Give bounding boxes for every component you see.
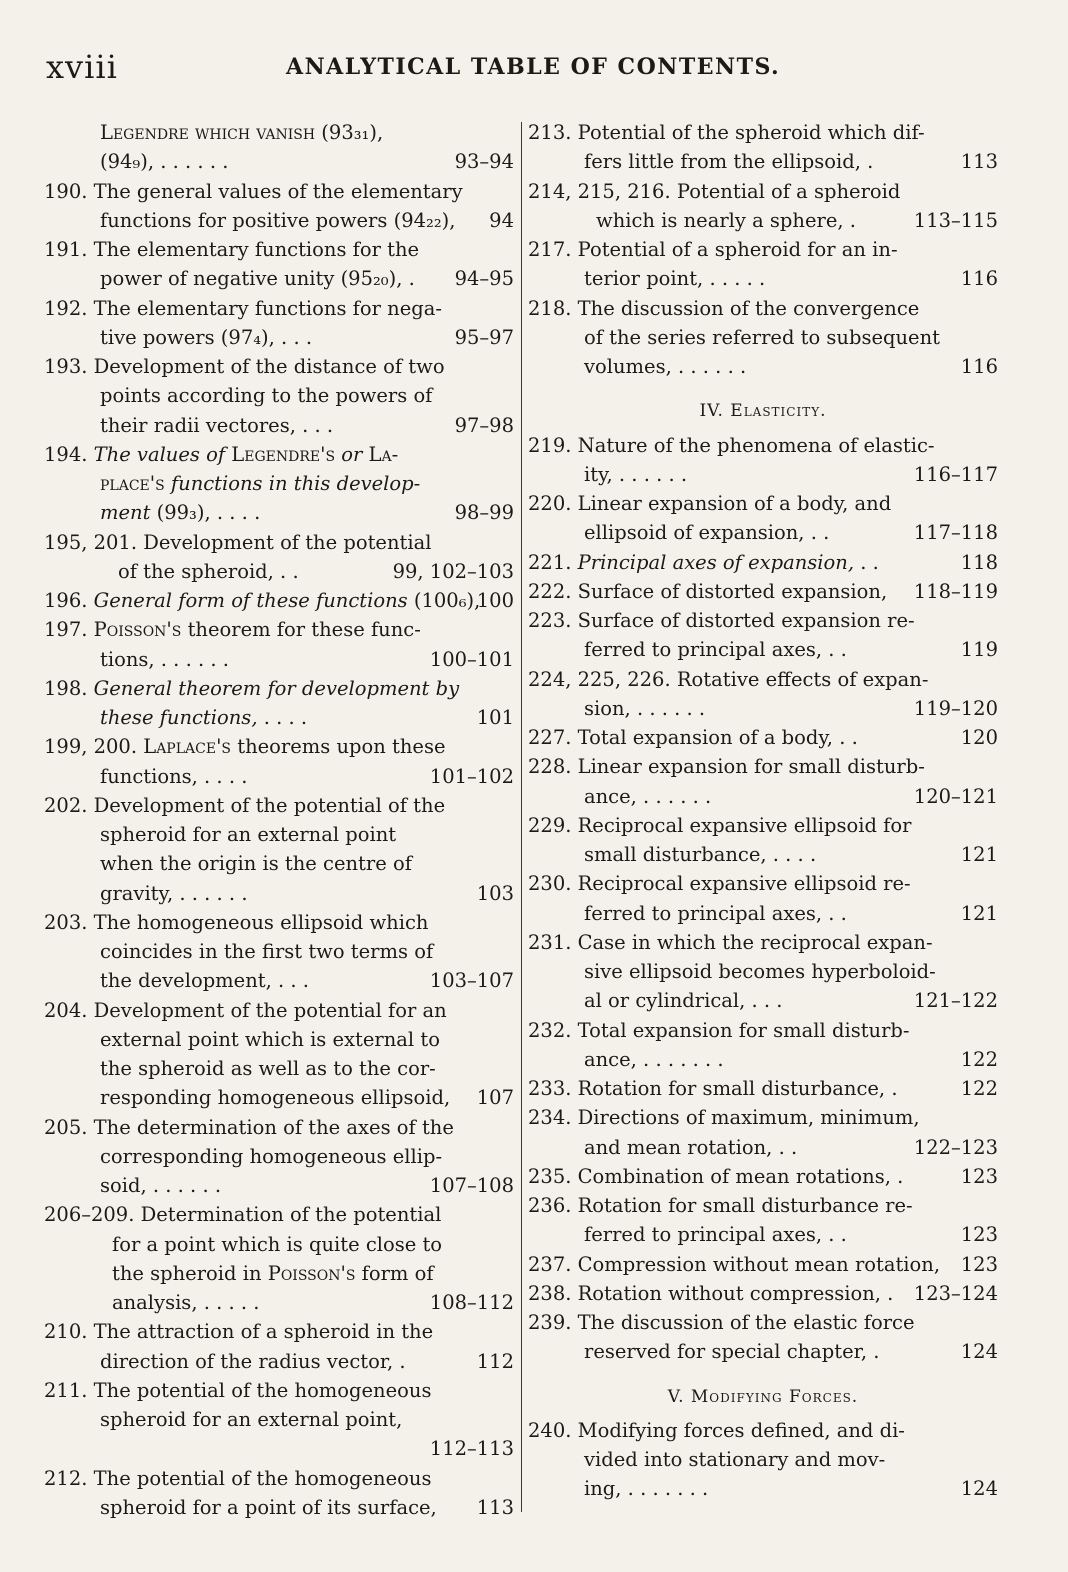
entry-number: 190. — [44, 179, 88, 203]
toc-entry-204: 204. Development of the potential for an external point which is external to the spheroid as well as to the cor- responding homogeneous ellipsoid, 107 — [44, 996, 514, 1113]
section-heading-modifying-forces: V. Modifying Forces. — [667, 1386, 859, 1407]
toc-entry-192: 192. The elementary functions for nega- tive powers (97₄), . . . 95–97 — [44, 294, 514, 353]
toc-entry-227: 227. Total expansion of a body, . . 120 — [528, 723, 998, 752]
toc-entry-198: 198. General theorem for development by these functions, . . . . 101 — [44, 674, 514, 733]
entry-number: 219. — [528, 433, 572, 457]
entry-number: 239. — [528, 1311, 572, 1334]
page-ref: 119 — [960, 638, 998, 662]
toc-entry-218: 218. The discussion of the convergence of the series referred to subsequent volumes, . . . . . . 116 — [528, 294, 998, 382]
toc-entry-202: 202. Development of the potential of the spheroid for an external point when the origin is the centre of gravity, . . . . . . 103 — [44, 791, 514, 908]
page-ref: 122–123 — [913, 1135, 998, 1159]
entry-number: 222. — [528, 579, 572, 603]
page-number: xviii — [46, 48, 118, 86]
page-ref: 103–107 — [429, 969, 514, 993]
page-ref: 121 — [960, 901, 998, 925]
toc-entry-228: 228. Linear expansion for small disturb- ance, . . . . . . 120–121 — [528, 752, 998, 811]
page-ref: 116 — [960, 267, 998, 291]
entry-number: 236. — [528, 1194, 572, 1217]
entry-number: 227. — [528, 726, 572, 749]
entry-number: 205. — [44, 1115, 88, 1139]
page-ref: 117–118 — [913, 521, 998, 545]
page-ref: 101 — [476, 706, 514, 729]
entry-number: 197. — [44, 618, 88, 642]
entry-number: 194. — [44, 442, 88, 466]
page-ref: 119–120 — [913, 696, 998, 720]
entry-number: 238. — [528, 1281, 572, 1305]
toc-entry-217: 217. Potential of a spheroid for an in- terior point, . . . . . 116 — [528, 235, 998, 294]
entry-number: 193. — [44, 355, 88, 378]
page-ref: 123–124 — [913, 1281, 998, 1305]
entry-text: (94₉), . . . . . . 93–94 — [44, 147, 514, 176]
toc-entry-211: 211. The potential of the homogeneous spheroid for an external point, 112–113 — [44, 1378, 514, 1461]
page-ref: 116 — [960, 355, 998, 378]
entry-number: 203. — [44, 910, 88, 934]
toc-entry-194: 194. The values of Legendre's or La- place's functions in this develop- ment (99₃), . . . . 98–99 — [44, 440, 514, 528]
page-ref: 118–119 — [913, 579, 998, 603]
toc-entry-222: 222. Surface of distorted expansion, 118–119 — [528, 577, 998, 606]
entry-number: 223. — [528, 609, 572, 632]
page-ref: 101–102 — [429, 764, 514, 788]
toc-entry-240: 240. Modifying forces defined, and di- vided into stationary and mov- ing, . . . . . . . 124 — [528, 1416, 998, 1504]
toc-entry-235: 235. Combination of mean rotations, . 123 — [528, 1162, 998, 1191]
page-ref: 98–99 — [454, 501, 514, 525]
section-heading-elasticity: IV. Elasticity. — [699, 401, 827, 422]
page-ref: 99, 102–103 — [392, 559, 514, 583]
entry-number: 228. — [528, 755, 572, 779]
entry-number: 202. — [44, 793, 88, 817]
toc-entry-236: 236. Rotation for small disturbance re- ferred to principal axes, . . 123 — [528, 1191, 998, 1250]
toc-entry-221: 221. Principal axes of expansion, . . 118 — [528, 548, 998, 577]
page-ref: 124 — [960, 1477, 998, 1501]
page-ref: 116–117 — [913, 462, 998, 486]
entry-number: 233. — [528, 1077, 572, 1100]
entry-number: 204. — [44, 998, 88, 1022]
left-column — [44, 118, 514, 1522]
toc-entry-223: 223. Surface of distorted expansion re- ferred to principal axes, . . 119 — [528, 606, 998, 665]
entry-number: 192. — [44, 296, 88, 320]
entry-number: 230. — [528, 872, 572, 896]
toc-entry-213: 213. Potential of the spheroid which dif- fers little from the ellipsoid, . 113 — [528, 118, 998, 177]
entry-number: 191. — [44, 238, 88, 261]
page-ref: 100–101 — [429, 647, 514, 671]
entry-number: 235. — [528, 1164, 572, 1188]
page-ref: 112 — [476, 1349, 514, 1373]
page-ref: 95–97 — [454, 325, 514, 349]
running-title: ANALYTICAL TABLE OF CONTENTS. — [286, 54, 781, 80]
page-ref: 112–113 — [429, 1437, 514, 1461]
toc-entry-190: 190. The general values of the elementary functions for positive powers (94₂₂), 94 — [44, 177, 514, 236]
page-ref: 118 — [960, 550, 998, 574]
entry-number: 206–209. — [44, 1203, 135, 1227]
toc-entry-191: 191. The elementary functions for the power of negative unity (95₂₀), . 94–95 — [44, 235, 514, 294]
right-column — [528, 118, 998, 1504]
toc-entry-206: 206–209. Determination of the potential for a point which is quite close to the spheroid in Poisson's form of analysis, . . . . . 108–112 — [44, 1200, 514, 1317]
page-ref: 113–115 — [913, 208, 998, 232]
toc-entry-193: 193. Development of the distance of two points according to the powers of their radii vectores, . . . 97–98 — [44, 352, 514, 440]
toc-entry-214: 214, 215, 216. Potential of a spheroid which is nearly a sphere, . 113–115 — [528, 177, 998, 236]
entry-number: 212. — [44, 1466, 88, 1490]
entry-number: 237. — [528, 1252, 572, 1276]
page-ref: 107 — [476, 1086, 514, 1110]
toc-entry-233: 233. Rotation for small disturbance, . 122 — [528, 1074, 998, 1103]
entry-number: 220. — [528, 492, 572, 515]
page-ref: 113 — [476, 1495, 514, 1519]
entry-number: 213. — [528, 121, 572, 144]
toc-entry-238: 238. Rotation without compression, . 123–124 — [528, 1279, 998, 1308]
toc-entry-231: 231. Case in which the reciprocal expan- sive ellipsoid becomes hyperboloid- al or cylindrical, . . . 121–122 — [528, 928, 998, 1016]
toc-entry-220: 220. Linear expansion of a body, and ellipsoid of expansion, . . 117–118 — [528, 489, 998, 548]
page-ref: 103 — [476, 881, 514, 905]
page-ref: 94 — [489, 208, 514, 232]
entry-number: 221. — [528, 550, 572, 574]
entry-number: 234. — [528, 1106, 572, 1130]
page-ref: 113 — [960, 150, 998, 174]
page-ref: 121 — [960, 843, 998, 866]
page-ref: 94–95 — [454, 267, 514, 291]
page-ref: 122 — [960, 1047, 998, 1071]
entry-number: 211. — [44, 1378, 88, 1402]
entry-text: Legendre which vanish (93₃₁), — [100, 121, 384, 144]
toc-entry-230: 230. Reciprocal expansive ellipsoid re- ferred to principal axes, . . 121 — [528, 869, 998, 928]
entry-number: 229. — [528, 813, 572, 837]
entry-number: 240. — [528, 1418, 572, 1442]
page-ref: 121–122 — [913, 989, 998, 1013]
page-ref: 120 — [960, 726, 998, 749]
page-ref: 107–108 — [429, 1174, 514, 1197]
toc-entry-237: 237. Compression without mean rotation, 123 — [528, 1250, 998, 1279]
toc-entry-224: 224, 225, 226. Rotative effects of expan- sion, . . . . . . 119–120 — [528, 665, 998, 724]
page-ref: 123 — [960, 1164, 998, 1188]
page-ref: 120–121 — [913, 784, 998, 808]
toc-entry-197: 197. Poisson's theorem for these func- tions, . . . . . . 100–101 — [44, 615, 514, 674]
page-ref: 100 — [476, 589, 514, 612]
page-header — [46, 48, 1026, 88]
page-ref: 123 — [960, 1252, 998, 1276]
entry-number: 196. — [44, 589, 88, 612]
toc-entry-219: 219. Nature of the phenomena of elastic- ity, . . . . . . 116–117 — [528, 431, 998, 490]
entry-number: 217. — [528, 238, 572, 261]
page-ref: 93–94 — [454, 150, 514, 174]
entry-number: 231. — [528, 930, 572, 954]
toc-entry-239: 239. The discussion of the elastic force reserved for special chapter, . 124 — [528, 1308, 998, 1367]
entry-number: 210. — [44, 1320, 88, 1344]
page-ref: 97–98 — [454, 413, 514, 437]
page-ref: 123 — [960, 1223, 998, 1247]
toc-entry-205: 205. The determination of the axes of the corresponding homogeneous ellip- soid, . . . . . . 107–108 — [44, 1113, 514, 1201]
entry-number: 224, 225, 226. — [528, 667, 671, 691]
toc-entry-212: 212. The potential of the homogeneous spheroid for a point of its surface, 113 — [44, 1464, 514, 1523]
toc-entry-195: 195, 201. Development of the potential of the spheroid, . . 99, 102–103 — [44, 528, 514, 587]
toc-entry-189 — [44, 118, 514, 177]
entry-number: 232. — [528, 1018, 572, 1042]
toc-entry-234: 234. Directions of maximum, minimum, and mean rotation, . . 122–123 — [528, 1103, 998, 1162]
entry-number: 195, 201. — [44, 530, 138, 554]
page-ref: 108–112 — [429, 1291, 514, 1314]
entry-number: 198. — [44, 676, 88, 700]
toc-entry-203: 203. The homogeneous ellipsoid which coincides in the first two terms of the development, . . . 103–107 — [44, 908, 514, 996]
column-divider — [521, 122, 522, 1512]
entry-number: 218. — [528, 296, 572, 320]
entry-number: 214, 215, 216. — [528, 179, 671, 203]
toc-entry-229: 229. Reciprocal expansive ellipsoid for small disturbance, . . . . 121 — [528, 811, 998, 870]
entry-number: 199, 200. — [44, 735, 138, 759]
toc-entry-210: 210. The attraction of a spheroid in the direction of the radius vector, . 112 — [44, 1317, 514, 1376]
toc-entry-196: 196. General form of these functions (100₆), 100 — [44, 586, 514, 615]
toc-entry-232: 232. Total expansion for small disturb- ance, . . . . . . . 122 — [528, 1016, 998, 1075]
toc-entry-199: 199, 200. Laplace's theorems upon these functions, . . . . 101–102 — [44, 732, 514, 791]
page-ref: 122 — [960, 1077, 998, 1100]
page-ref: 124 — [960, 1340, 998, 1364]
